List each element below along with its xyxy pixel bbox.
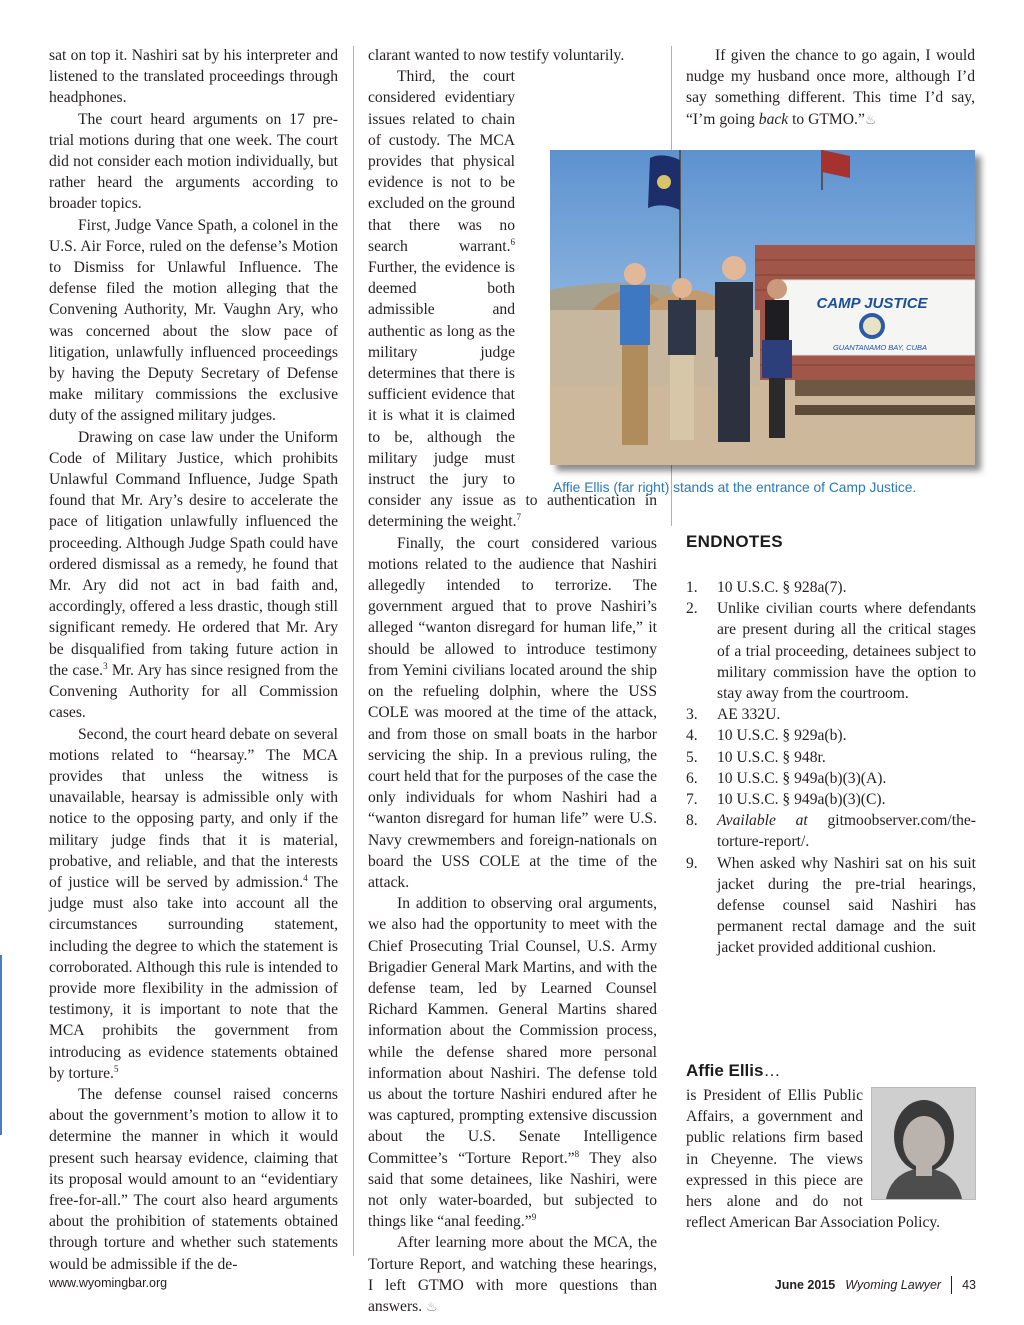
endnote-number: 9. bbox=[686, 854, 698, 872]
paragraph bbox=[368, 1232, 657, 1317]
paragraph bbox=[49, 724, 338, 1084]
endnote-text: 10 U.S.C. § 949a(b)(3)(C). bbox=[717, 791, 886, 809]
text-run bbox=[368, 68, 515, 255]
paragraph bbox=[368, 893, 657, 1232]
endnote-number: 1. bbox=[686, 579, 698, 596]
endnote-text: Unlike civilian courts where defendants are present during all the critical stages of a trial proceeding, detainees subject to military commission have the option to stay away from the courtroom. bbox=[717, 600, 976, 703]
paragraph: clarant wanted to now testify voluntarily. bbox=[368, 47, 625, 64]
endnote-number: 4. bbox=[686, 727, 698, 745]
endnote-item bbox=[686, 853, 976, 959]
text-run: Drawing on case law under the Uniform Code of Military Justice, which prohibits Unlawful Command Influence, Judge Spath found that Mr. Ary’s desire to accelerate the pace of litigation unlawfully influenced the proceeding. Although Judge Spath could have ordered dismissal as a remedy, he found that Mr. Ary did not act in bad faith and, accordingly, offered a less drastic, though still significant remedy. He ordered that Mr. Ary be disqualified from taking future action in the case. bbox=[49, 428, 338, 679]
endnote-item bbox=[686, 704, 976, 725]
headshot-illustration bbox=[872, 1088, 975, 1199]
endnote-number: 8. bbox=[686, 812, 698, 830]
article-column-1 bbox=[49, 45, 338, 1275]
endnote-number: 5. bbox=[686, 748, 698, 766]
endnote-item bbox=[686, 810, 976, 852]
endnote-emphasis: Available at bbox=[717, 812, 808, 830]
endnote-text: gitmoobserver.com/the-torture-report/. bbox=[717, 812, 976, 851]
endnote-ref: 9 bbox=[531, 1211, 537, 1222]
endnote-number: 6. bbox=[686, 769, 698, 787]
end-mark-icon: ♨ bbox=[426, 1298, 438, 1314]
endnote-ref: 5 bbox=[113, 1063, 119, 1074]
endnote-item bbox=[686, 789, 976, 810]
footer-website: www.wyomingbar.org bbox=[49, 1276, 168, 1290]
author-name-text: Affie Ellis bbox=[686, 1061, 764, 1080]
endnote-ref: 4 bbox=[303, 872, 308, 883]
text-run: Second, the court heard debate on several motions related to “hearsay.” The MCA provides that unless the witness is unavailable, hearsay is admissible only with notice to the opposing party, and only if the military judge finds that it is material, probative, and reliable, and that the interests of justice will be served by admission. bbox=[49, 725, 338, 891]
text-run: Further, the evidence is deemed both admissible and authentic as long as the military judge determines that there is sufficient evidence that it is what it is claimed to be, although the military judge must instruct the jury to consider any issue as to authentication in determining the weight. bbox=[368, 259, 657, 531]
page-edge-marker bbox=[0, 955, 2, 1135]
endnote-text: 10 U.S.C. § 929a(b). bbox=[717, 727, 847, 745]
text-run: If given the chance to go again, I would nudge my husband once more, although I’d say something different. This time I’d say, “I’m going bbox=[686, 47, 975, 128]
endnote-item bbox=[686, 747, 976, 768]
endnote-number: 3. bbox=[686, 706, 698, 724]
page-number: 43 bbox=[962, 1278, 976, 1292]
paragraph bbox=[686, 45, 975, 130]
endnote-text: 10 U.S.C. § 928a(7). bbox=[717, 579, 847, 596]
endnote-item bbox=[686, 598, 976, 704]
author-headshot bbox=[871, 1087, 976, 1200]
footer-magazine: Wyoming Lawyer bbox=[845, 1278, 942, 1292]
author-bio-text: is President of Ellis Public Affairs, a government and public relations firm based in Cheyenne. The views expressed in this piece are hers alone and do not reflect American Bar Association Policy. bbox=[686, 1087, 941, 1232]
endnote-text: 10 U.S.C. § 948r. bbox=[717, 748, 826, 766]
endnote-ref: 6 bbox=[510, 236, 515, 247]
paragraph: First, Judge Vance Spath, a colonel in the U.S. Air Force, ruled on the defense’s Motion to Dismiss for Unlawful Influence. The defense filed the motion alleging that the Convening Authority, Mr. Vaughn Ary, who was concerned about the slow pace of litigation, unlawfully influenced proceedings by having the Deputy Secretary of Defense make military commissions the exclusive duty of the assigned military judges. bbox=[49, 216, 338, 425]
endnote-ref: 8 bbox=[574, 1148, 580, 1159]
text-run: After learning more about the MCA, the Torture Report, and watching these hearings, I left GTMO with more questions than answers. bbox=[368, 1234, 657, 1315]
footer-divider bbox=[951, 1276, 952, 1294]
endnotes-heading: ENDNOTES bbox=[686, 532, 783, 551]
end-mark-icon: ♨ bbox=[864, 111, 877, 127]
footer-date: June 2015 bbox=[774, 1278, 836, 1292]
paragraph: The defense counsel raised concerns about the government’s motion to allow it to determine the manner in which it would present such hearsay evidence, claiming that its proposal would amount to an “evidentiary free-for-all.” The court also heard arguments about the prohibition of statements obtained through torture and whether such statements would be admissible if the de- bbox=[49, 1085, 338, 1273]
sign-title: CAMP JUSTICE bbox=[816, 295, 928, 312]
endnote-number: 7. bbox=[686, 791, 698, 809]
endnote-text: 10 U.S.C. § 949a(b)(3)(A). bbox=[717, 769, 887, 787]
endnote-item bbox=[686, 577, 976, 598]
article-column-3 bbox=[686, 45, 975, 130]
endnotes-list bbox=[686, 577, 976, 959]
emphasis: back bbox=[758, 110, 789, 128]
text-run: Third, the court considered evidentiary issues related to chain of custody. The MCA provides that physical evidence is not to be excluded on the ground that there was no search warrant. bbox=[368, 68, 515, 255]
photo-caption: Affie Ellis (far right) stands at the entrance of Camp Justice. bbox=[553, 480, 917, 495]
endnote-item bbox=[686, 768, 976, 789]
endnote-text: AE 332U. bbox=[717, 706, 781, 724]
endnote-item bbox=[686, 725, 976, 746]
sign-subtitle: GUANTANAMO BAY, CUBA bbox=[832, 343, 928, 352]
paragraph: Finally, the court considered various motions related to the audience that Nashiri allegedly intended to terrorize. The government argued that to prove Nashiri’s alleged “wanton disregard for human life,” it should be allowed to introduce testimony from Yemini civilians located around the ship on the refueling dolphin, where the USS COLE was moored at the time of the attack, and from those on small boats in the harbor servicing the ship. In a previous ruling, the court held that for the purposes of the case the only individuals for whom Nashiri had a “wanton disregard for human life” were U.S. Navy crewmembers and foreign-nationals on board the USS COLE at the time of the attack. bbox=[368, 534, 657, 891]
text-run: to GTMO.” bbox=[788, 110, 865, 128]
paragraph bbox=[49, 427, 338, 724]
text-run: They also said that some detainees, like Nashiri, were not only water-boarded, but subjected to things like “anal feeding.” bbox=[368, 1149, 657, 1231]
camp-justice-photo bbox=[550, 150, 975, 465]
text-run: Mr. Ary has since resigned from the Convening Authority for all Commission cases. bbox=[49, 661, 338, 722]
endnote-number: 2. bbox=[686, 600, 698, 618]
author-name bbox=[686, 1061, 780, 1081]
footer-issue bbox=[775, 1276, 976, 1294]
author-ellipsis: … bbox=[763, 1061, 781, 1080]
text-run: The judge must also take into account all the circumstances surrounding statement, including the degree to which the statement is corroborated. Although this rule is intended to provide more flexibility in the admission of testimony, it is important to note that the MCA prohibits the government from introducing as evidence statements obtained by torture. bbox=[49, 873, 338, 1082]
text-run: In addition to observing oral arguments, we also had the opportunity to meet with the Chief Prosecuting Trial Counsel, U.S. Army Brigadier General Mark Martins, and with the defense team, led by Learned Counsel Richard Kammen. General Martins shared information about the Commission process, while the defense shared more personal information about Nashiri. The defense told us about the torture Nashiri endured after he was captured, prompting extensive discussion about the U.S. Senate Intelligence Committee’s “Torture Report.” bbox=[368, 895, 657, 1167]
endnote-ref: 7 bbox=[516, 512, 522, 523]
endnote-ref: 3 bbox=[103, 660, 108, 671]
endnote-text: When asked why Nashiri sat on his suit jacket during the pre-trial hearings, defense counsel said Nashiri has permanent rectal damage and the suit jacket provided additional cushion. bbox=[717, 854, 976, 957]
paragraph: The court heard arguments on 17 pre-trial motions during that one week. The court did not consider each motion individually, but rather heard the arguments according to broader topics. bbox=[49, 110, 338, 213]
author-bio bbox=[686, 1085, 976, 1233]
photo-illustration bbox=[550, 150, 975, 465]
paragraph: sat on top it. Nashiri sat by his interpreter and listened to the translated proceedings through headphones. bbox=[49, 47, 338, 107]
column-divider bbox=[353, 46, 354, 1256]
